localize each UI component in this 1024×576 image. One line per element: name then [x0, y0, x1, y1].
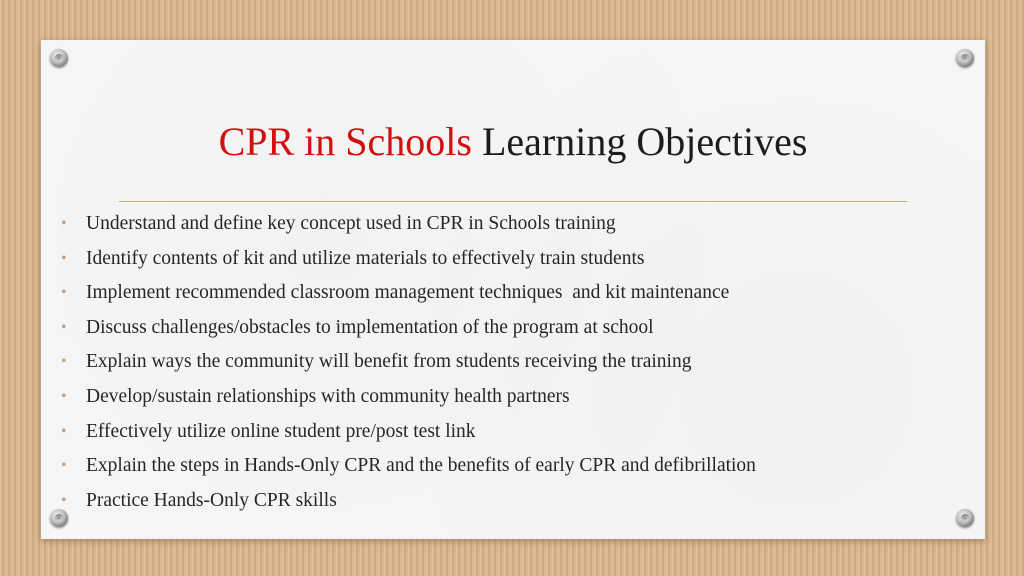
objective-item: [61, 380, 756, 415]
objective-text: Effectively utilize online student pre/post test link: [86, 420, 476, 442]
bullet-icon: •: [61, 318, 67, 336]
objectives-list: [61, 207, 756, 518]
objective-text: Explain ways the community will benefit from students receiving the training: [86, 351, 692, 373]
objective-item: [61, 207, 756, 242]
title-rest: Learning Objectives: [471, 119, 808, 164]
rivet-bottom-right-icon: [956, 509, 974, 527]
bullet-icon: •: [61, 457, 67, 475]
objective-item: [61, 484, 756, 519]
objective-item: [61, 449, 756, 484]
objective-item: [61, 345, 756, 380]
title-accent: CPR in Schools: [218, 119, 472, 164]
objective-text: Discuss challenges/obstacles to implementation of the program at school: [86, 316, 654, 338]
bullet-icon: •: [61, 284, 67, 302]
bullet-icon: •: [61, 422, 67, 440]
objective-item: [61, 242, 756, 277]
objective-item: [61, 276, 756, 311]
rivet-top-right-icon: [956, 49, 974, 67]
objective-text: Understand and define key concept used in CPR in Schools training: [86, 213, 616, 234]
slide-title: [41, 118, 985, 166]
slide-board: [41, 40, 985, 539]
bullet-icon: •: [61, 353, 67, 371]
objective-text: Identify contents of kit and utilize materials to effectively train students: [86, 247, 645, 269]
objective-text: Explain the steps in Hands-Only CPR and the benefits of early CPR and defibrillation: [86, 455, 756, 477]
objective-text: Develop/sustain relationships with community health partners: [86, 385, 570, 407]
title-divider: [119, 201, 907, 202]
bullet-icon: •: [61, 491, 67, 509]
bullet-icon: •: [61, 387, 67, 405]
objective-text: Practice Hands-Only CPR skills: [86, 489, 337, 511]
bullet-icon: •: [61, 249, 67, 267]
rivet-top-left-icon: [50, 49, 68, 67]
objective-item: [61, 415, 756, 450]
objective-text: Implement recommended classroom management techniques and kit maintenance: [86, 282, 730, 304]
bullet-icon: •: [61, 215, 67, 232]
objective-item: [61, 311, 756, 346]
